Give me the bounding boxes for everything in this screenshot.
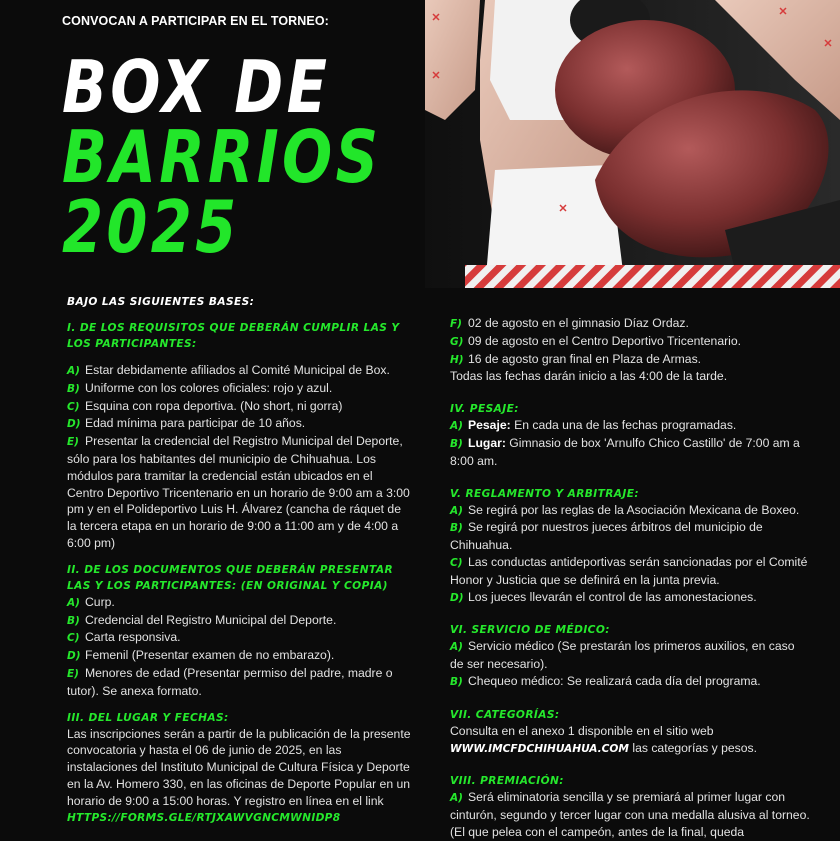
section-7-heading: VII. CATEGORÍAS: xyxy=(450,708,560,721)
dates-note: Todas las fechas darán inicio a las 4:00 de la tarde. xyxy=(450,369,728,384)
item-label: B) xyxy=(67,382,80,395)
item-label: C) xyxy=(450,556,463,569)
item-label: D) xyxy=(450,591,464,604)
list-item xyxy=(67,647,412,665)
item-text: Femenil (Presentar examen de no embarazo). xyxy=(85,648,335,663)
item-text: 16 de agosto gran final en Plaza de Armas. xyxy=(468,351,702,366)
item-text: Chequeo médico: Se realizará cada día del programa. xyxy=(468,673,761,688)
list-item xyxy=(67,415,412,433)
item-text: Estar debidamente afiliados al Comité Municipal de Box. xyxy=(85,363,390,377)
item-label: C) xyxy=(67,632,80,645)
item-text: Será eliminatoria sencilla y se premiará al primer lugar con cinturón, segundo y tercer lugar con una medalla alusiva al torneo. (El que pelea con el campeón, antes de la final, queda xyxy=(450,790,810,839)
list-item xyxy=(450,502,810,520)
boxers-photo xyxy=(425,0,840,288)
section-7-text: Consulta en el anexo 1 disponible en el sitio web xyxy=(450,723,714,738)
item-label: B) xyxy=(67,614,80,627)
section-4-heading: IV. PESAJE: xyxy=(450,403,519,416)
item-label: G) xyxy=(450,335,464,348)
list-item xyxy=(450,519,810,554)
right-column xyxy=(450,315,810,841)
item-label: E) xyxy=(67,436,79,449)
item-text: Se regirá por las reglas de la Asociación Mexicana de Boxeo. xyxy=(468,502,800,517)
title-line-1: BOX DE xyxy=(62,45,331,129)
item-label: C) xyxy=(67,400,80,413)
item-label: A) xyxy=(450,420,463,433)
section-3-heading: III. DEL LUGAR Y FECHAS: xyxy=(67,711,229,724)
call-kicker: CONVOCAN A PARTICIPAR EN EL TORNEO: xyxy=(62,14,329,28)
list-item xyxy=(450,789,810,840)
item-text: 09 de agosto en el Centro Deportivo Tricentenario. xyxy=(468,333,742,348)
list-item xyxy=(450,638,810,673)
item-label: D) xyxy=(67,650,81,663)
list-item xyxy=(450,554,810,589)
section-8-heading: VIII. PREMIACIÓN: xyxy=(450,775,564,788)
list-item xyxy=(67,433,412,552)
section-6-heading: VI. SERVICIO DE MÉDICO: xyxy=(450,624,610,637)
item-label: B) xyxy=(450,675,463,688)
item-text: Curp. xyxy=(85,594,115,609)
item-text: Las conductas antideportivas serán sancionadas por el Comité Honor y Justicia que se definirá en la junta previa. xyxy=(450,554,808,587)
item-label: B) xyxy=(450,437,463,450)
item-text: Esquina con ropa deportiva. (No short, ni gorra) xyxy=(85,398,343,413)
item-bold: Pesaje: xyxy=(468,418,511,433)
section-2-heading: II. DE LOS DOCUMENTOS QUE DEBERÁN PRESENTAR LAS Y LOS PARTICIPANTES: (EN ORIGINAL Y COPIA) xyxy=(67,563,394,592)
list-item xyxy=(450,351,810,369)
section-1-heading: I. DE LOS REQUISITOS QUE DEBERÁN CUMPLIR LAS Y LOS PARTICIPANTES: xyxy=(67,322,400,350)
item-text: Los jueces llevarán el control de las amonestaciones. xyxy=(468,589,757,604)
list-item xyxy=(67,629,412,647)
item-text: Gimnasio de box 'Arnulfo Chico Castillo' de 7:00 am a 8:00 am. xyxy=(450,435,800,468)
website-link[interactable]: WWW.IMCFDCHIHUAHUA.COM xyxy=(450,742,629,755)
item-text: Uniforme con los colores oficiales: rojo y azul. xyxy=(85,380,333,395)
item-label: B) xyxy=(450,522,463,535)
list-item xyxy=(450,315,810,333)
item-text: Carta responsiva. xyxy=(85,630,181,645)
item-label: A) xyxy=(450,792,463,805)
item-label: D) xyxy=(67,418,81,431)
list-item xyxy=(67,362,412,380)
item-label: F) xyxy=(450,318,462,330)
item-label: A) xyxy=(67,596,80,609)
list-item xyxy=(67,380,412,398)
list-item xyxy=(67,594,412,612)
list-item xyxy=(450,589,810,607)
section-5-heading: V. REGLAMENTO Y ARBITRAJE: xyxy=(450,487,639,500)
list-item xyxy=(67,665,412,700)
item-label: E) xyxy=(67,667,79,680)
item-text: En cada una de las fechas programadas. xyxy=(510,418,737,433)
item-label: A) xyxy=(450,504,463,517)
item-text: Menores de edad (Presentar permiso del padre, madre o tutor). Se anexa formato. xyxy=(67,665,393,698)
item-text: 02 de agosto en el gimnasio Díaz Ordaz. xyxy=(468,316,689,330)
registration-link[interactable]: HTTPS://FORMS.GLE/RTJXAWVGNCMWNIDP8 xyxy=(67,811,341,824)
item-text: Edad mínima para participar de 10 años. xyxy=(85,416,306,431)
list-item xyxy=(450,417,810,435)
section-7-line xyxy=(450,740,810,758)
item-bold: Lugar: xyxy=(468,435,506,450)
section-7-text-b: las categorías y pesos. xyxy=(628,740,758,755)
item-text: Se regirá por nuestros jueces árbitros del municipio de Chihuahua. xyxy=(450,520,763,553)
bases-heading: BAJO LAS SIGUIENTES BASES: xyxy=(67,296,255,308)
item-text: Presentar la credencial del Registro Municipal del Deporte, sólo para los habitantes del municipio de Chihuahua. Los módulos para tramitar la credencial están ubicados en el Centro Deportivo Tricentenario en un horario de 9:00 am a 3:00 pm y en el Polideportivo Luis H. Álvarez (cancha de ráquet de la tercera etapa en un horario de 9:00 a 11:00 am y de 4:00 a 6:00 pm) xyxy=(67,434,410,550)
list-item xyxy=(450,333,810,351)
item-label: A) xyxy=(67,365,80,377)
list-item xyxy=(67,398,412,416)
list-item xyxy=(450,673,810,691)
tournament-title xyxy=(62,45,451,269)
list-item xyxy=(450,435,810,470)
title-line-3: 2025 xyxy=(62,185,240,269)
item-label: A) xyxy=(450,641,463,654)
item-label: H) xyxy=(450,353,464,366)
section-3-text: Las inscripciones serán a partir de la publicación de la presente convocatoria y hasta el 06 de junio de 2025, en las instalaciones del Instituto Municipal de Cultura Física y Deporte en la Av. Homero 330, en las oficinas de Deporte Popular en un horario de 9:00 a 15:00 horas. Y registro en línea en el link xyxy=(67,726,411,808)
title-line-2: BARRIOS xyxy=(62,115,382,199)
item-text: Credencial del Registro Municipal del Deporte. xyxy=(85,612,337,627)
item-text: Servicio médico (Se prestarán los primeros auxilios, en caso de ser necesario). xyxy=(450,639,795,672)
list-item xyxy=(67,612,412,630)
left-column xyxy=(67,294,412,826)
